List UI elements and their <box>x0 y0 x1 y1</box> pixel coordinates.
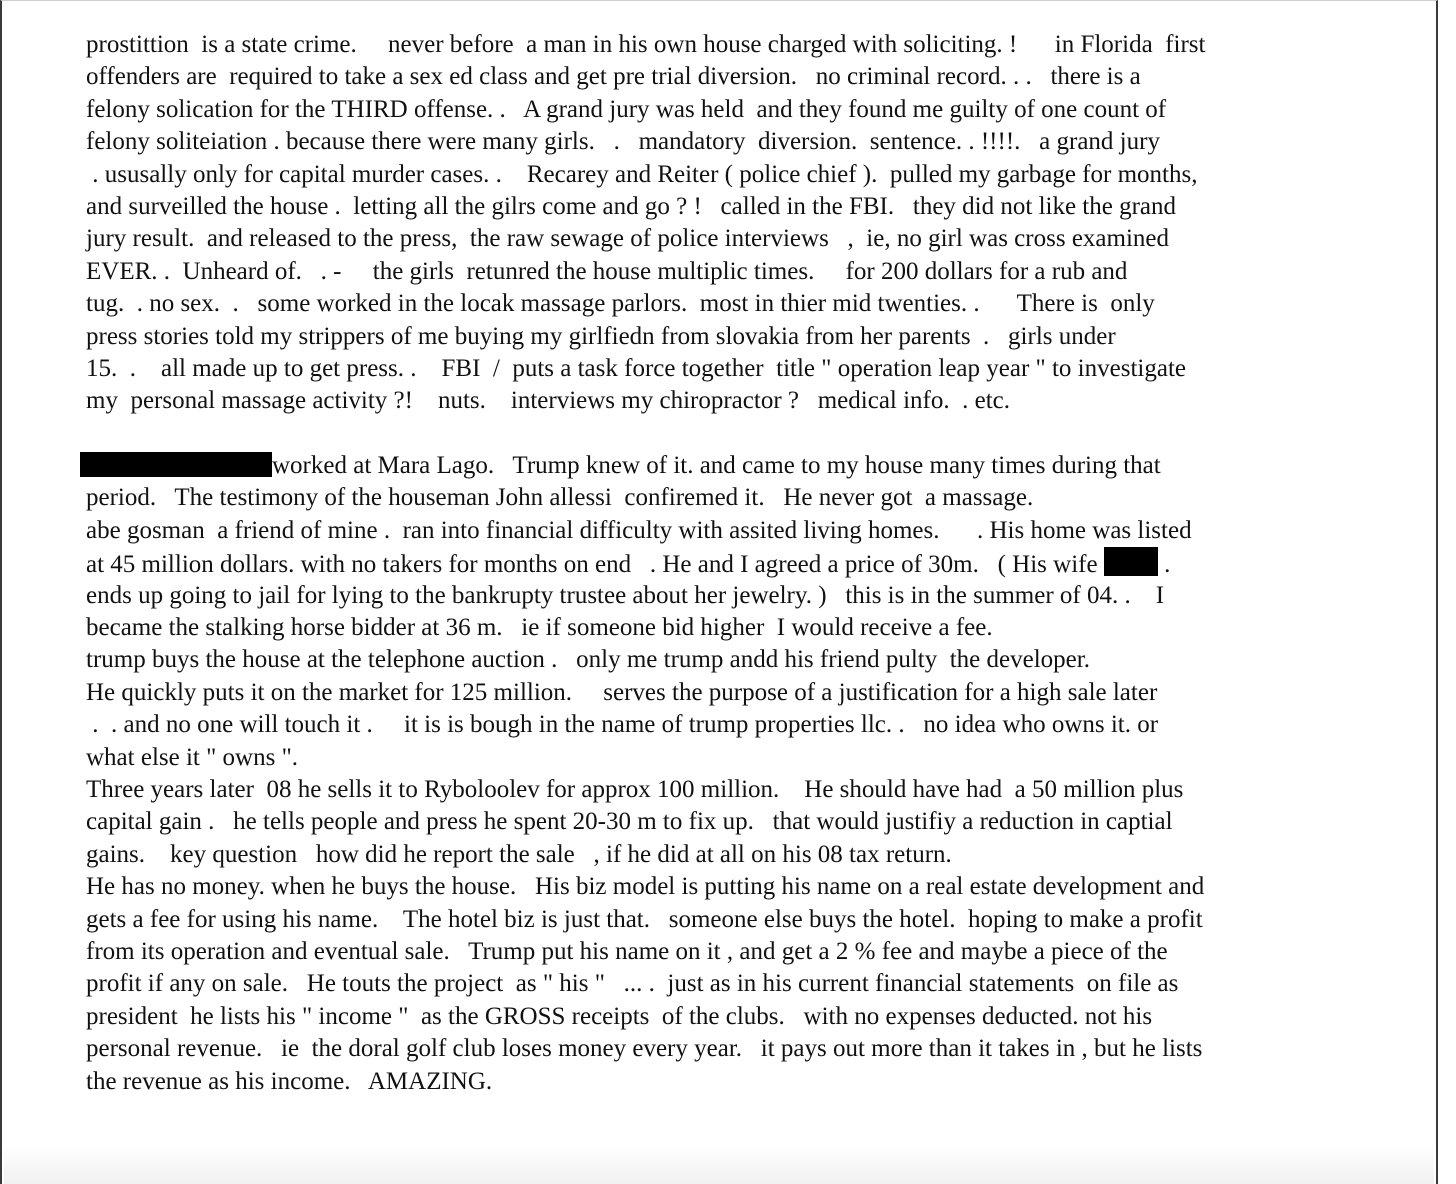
text-line: gets a fee for using his name. The hotel biz is just that. someone else buys the hotel. hoping to make a profit <box>86 905 1203 933</box>
text-line: press stories told my strippers of me buying my girlfiedn from slovakia from her parents . girls under <box>86 322 1116 350</box>
text-line: felony solication for the THIRD offense. . A grand jury was held and they found me guilty of one count of <box>86 95 1167 123</box>
text-line: my personal massage activity ?! nuts. interviews my chiropractor ? medical info. . etc. <box>86 387 1011 415</box>
wife-line-end: . <box>1157 551 1171 579</box>
text-line: period. The testimony of the houseman John allessi confiremed it. He never got a massage. <box>86 484 1034 512</box>
text-line: tug. . no sex. . some worked in the locak massage parlors. most in thier mid twenties. . There is only <box>86 290 1155 318</box>
redacted-line-text: worked at Mara Lago. Trump knew of it. and came to my house many times during that <box>272 452 1161 480</box>
text-line: . . and no one will touch it . it is is bough in the name of trump properties llc. . no idea who owns it. or <box>86 711 1159 739</box>
text-line <box>86 547 1386 579</box>
text-line: 15. . all made up to get press. . FBI / puts a task force together title " operation leap year " to investigate <box>86 354 1186 382</box>
text-line: He quickly puts it on the market for 125 million. serves the purpose of a justification for a high sale later <box>86 678 1158 706</box>
text-line: personal revenue. ie the doral golf club loses money every year. it pays out more than it takes in , but he lists <box>86 1035 1203 1063</box>
text-line: Three years later 08 he sells it to Ryboloolev for approx 100 million. He should have had a 50 million plus <box>86 775 1184 803</box>
document-body <box>86 29 1386 1098</box>
text-line: jury result. and released to the press, the raw sewage of police interviews , ie, no girl was cross examined <box>86 225 1169 253</box>
wife-line-start: at 45 million dollars. with no takers for months on end . He and I agreed a price of 30m. ( His wife <box>86 551 1104 579</box>
page-bottom-edge <box>4 1144 1434 1184</box>
text-line: prostittion is a state crime. never before a man in his own house charged with soliciting. ! in Florida first <box>86 31 1206 58</box>
text-line: offenders are required to take a sex ed class and get pre trial diversion. no criminal record. . . there is a <box>86 63 1141 91</box>
text-line <box>86 450 1386 482</box>
paragraph-1 <box>86 29 1386 418</box>
text-line: trump buys the house at the telephone auction . only me trump andd his friend pulty the developer. <box>86 646 1090 674</box>
text-line: gains. key question how did he report the sale , if he did at all on his 08 tax return. <box>86 840 952 868</box>
text-line: felony soliteiation . because there were many girls. . mandatory diversion. sentence. . !!!!. a grand jury <box>86 128 1160 156</box>
text-line: the revenue as his income. AMAZING. <box>86 1067 493 1095</box>
paragraph-2 <box>86 450 1386 1098</box>
text-line: and surveilled the house . letting all the gilrs come and go ? ! called in the FBI. they did not like the grand <box>86 192 1177 220</box>
redaction-block <box>80 452 272 477</box>
text-line: became the stalking horse bidder at 36 m. ie if someone bid higher I would receive a fee. <box>86 614 993 642</box>
paragraph-gap <box>86 418 1386 450</box>
text-line: He has no money. when he buys the house. His biz model is putting his name on a real estate development and <box>86 873 1205 901</box>
text-line: capital gain . he tells people and press he spent 20-30 m to fix up. that would justifiy a reduction in captial <box>86 808 1173 836</box>
redaction-block <box>1104 547 1158 576</box>
text-line: profit if any on sale. He touts the project as " his " ... . just as in his current financial statements on file as <box>86 970 1179 998</box>
text-line: EVER. . Unheard of. . - the girls retunred the house multiplic times. for 200 dollars for a rub and <box>86 257 1128 285</box>
text-line: from its operation and eventual sale. Trump put his name on it , and get a 2 % fee and maybe a piece of the <box>86 937 1168 965</box>
text-line: what else it " owns ". <box>86 743 299 771</box>
text-line: abe gosman a friend of mine . ran into financial difficulty with assited living homes. . His home was listed <box>86 516 1192 544</box>
text-line: ends up going to jail for lying to the bankrupty trustee about her jewelry. ) this is in the summer of 04. . I <box>86 581 1165 609</box>
text-line: president he lists his " income " as the GROSS receipts of the clubs. with no expenses deducted. not his <box>86 1002 1153 1030</box>
text-line: . ususally only for capital murder cases. . Recarey and Reiter ( police chief ). pulled my garbage for months, <box>86 160 1198 188</box>
